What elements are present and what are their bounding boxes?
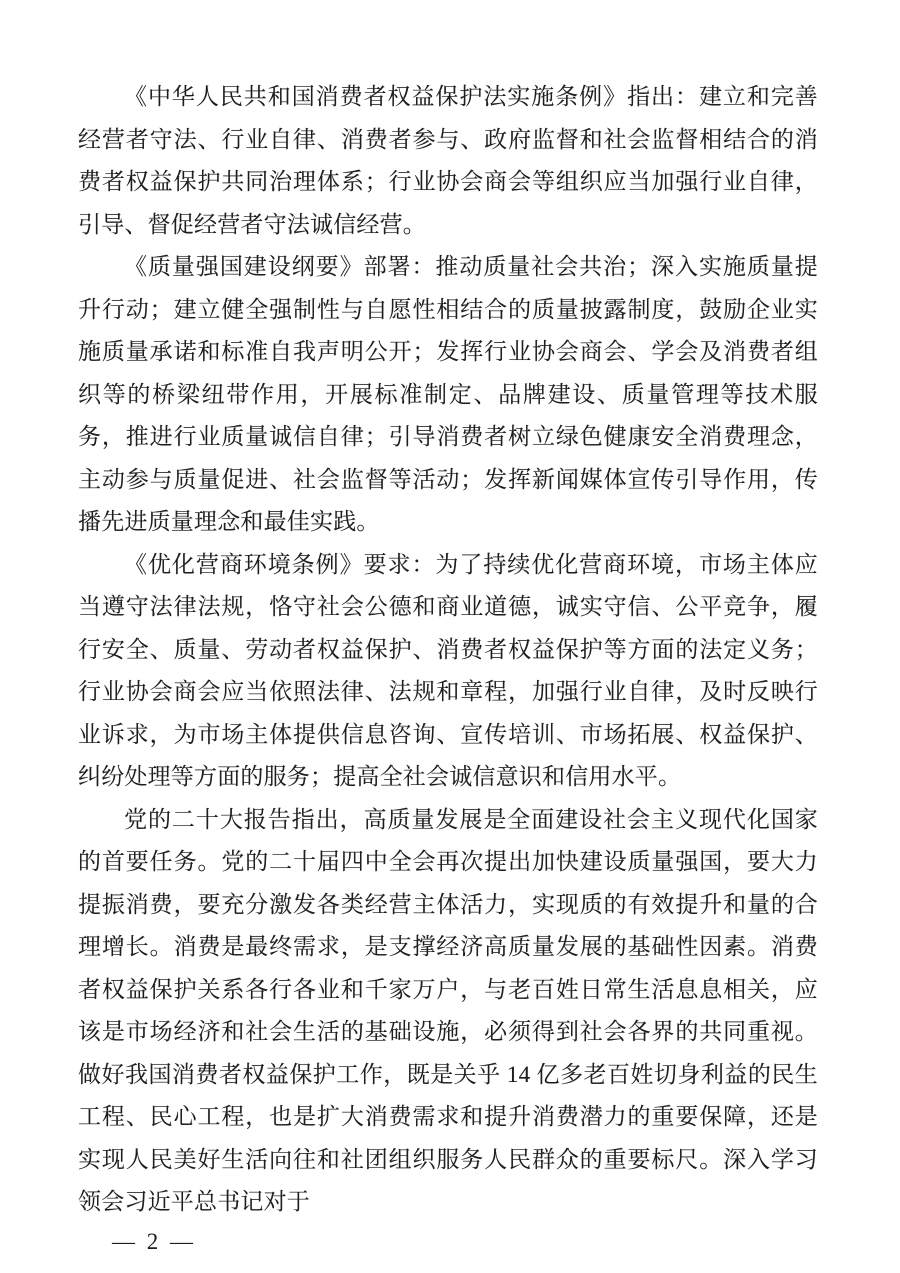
paragraph-party-congress-report: 党的二十大报告指出，高质量发展是全面建设社会主义现代化国家的首要任务。党的二十届四中全会再次提出加快建设质量强国，要大力提振消费，要充分激发各类经营主体活力，实现质的有效提升和量的合理增长。消费是最终需求，是支撑经济高质量发展的基础性因素。消费者权益保护关系各行各业和千家万户，与老百姓日常生活息息相关，应该是市场经济和社会生活的基础设施，必须得到社会各界的共同重视。做好我国消费者权益保护工作，既是关乎 14 亿多老百姓切身利益的民生工程、民心工程，也是扩大消费需求和提升消费潜力的重要保障，还是实现人民美好生活向往和社团组织服务人民群众的重要标尺。深入学习领会习近平总书记对于 (78, 806, 818, 1214)
paragraph-quality-nation-outline: 《质量强国建设纲要》部署：推动质量社会共治；深入实施质量提升行动；建立健全强制性与自愿性相结合的质量披露制度，鼓励企业实施质量承诺和标准自我声明公开；发挥行业协会商会、学会及消费者组织等的桥梁纽带作用，开展标准制定、品牌建设、质量管理等技术服务，推进行业质量诚信自律；引导消费者树立绿色健康安全消费理念，主动参与质量促进、社会监督等活动；发挥新闻媒体宣传引导作用，传播先进质量理念和最佳实践。 (78, 254, 818, 534)
document-body (78, 76, 818, 1224)
paragraph-consumer-rights-regulation: 《中华人民共和国消费者权益保护法实施条例》指出：建立和完善经营者守法、行业自律、消费者参与、政府监督和社会监督相结合的消费者权益保护共同治理体系；行业协会商会等组织应当加强行业自律，引导、督促经营者守法诚信经营。 (78, 84, 818, 237)
page-number: — 2 — (112, 1228, 196, 1254)
paragraph-business-environment-regulation: 《优化营商环境条例》要求：为了持续优化营商环境，市场主体应当遵守法律法规，恪守社会公德和商业道德，诚实守信、公平竞争，履行安全、质量、劳动者权益保护、消费者权益保护等方面的法定义务；行业协会商会应当依照法律、法规和章程，加强行业自律，及时反映行业诉求，为市场主体提供信息咨询、宣传培训、市场拓展、权益保护、纠纷处理等方面的服务；提高全社会诚信意识和信用水平。 (78, 551, 818, 789)
